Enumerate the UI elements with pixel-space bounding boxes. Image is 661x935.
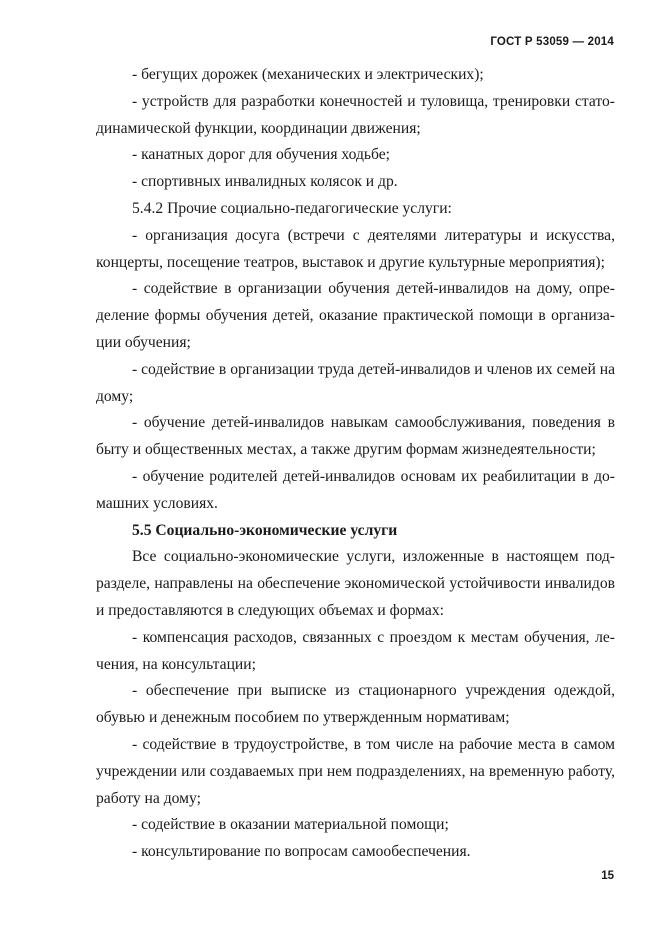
list-item: - спортивных инвалидных колясок и др. — [132, 173, 398, 191]
section-heading: 5.5 Социально-экономические услуги — [132, 521, 398, 539]
subsection-heading: 5.4.2 Прочие социально-педагогические услуги: — [132, 199, 452, 217]
list-item: - компенсация расходов, связанных с проездом к местам обучения, ле-чения, на консультации; — [96, 628, 615, 673]
list-item: - содействие в организации обучения детей-инвалидов на дому, опре-деление формы обучения детей, оказание практической помощи в организа-ции обучения; — [96, 280, 615, 351]
list-item: - обучение родителей детей-инвалидов основам их реабилитации в до-машних условиях. — [96, 467, 615, 512]
list-item: - обучение детей-инвалидов навыкам самообслуживания, поведения в быту и общественных местах, а также другим формам жизнедеятельности; — [96, 414, 615, 459]
list-item: - устройств для разработки конечностей и туловища, тренировки стато-динамической функции, координации движения; — [96, 92, 615, 137]
document-body — [96, 62, 615, 866]
list-item: - содействие в организации труда детей-инвалидов и членов их семей на дому; — [96, 360, 615, 405]
document-header: ГОСТ Р 53059 — 2014 — [490, 36, 614, 48]
list-item: - организация досуга (встречи с деятелями литературы и искусства, концерты, посещение театров, выставок и другие культурные мероприятия); — [96, 226, 615, 271]
page-number: 15 — [601, 870, 614, 882]
list-item: - обеспечение при выписке из стационарного учреждения одеждой, обувью и денежным пособием по утвержденным нормативам; — [96, 682, 615, 727]
list-item: - содействие в оказании материальной помощи; — [132, 816, 449, 834]
list-item: - канатных дорог для обучения ходьбе; — [132, 146, 390, 164]
list-item: - консультирование по вопросам самообеспечения. — [132, 843, 471, 861]
list-item: - содействие в трудоустройстве, в том числе на рабочие места в самом учреждении или создаваемых при нем подразделениях, на временную работу, работу на дому; — [96, 735, 615, 807]
list-item: - бегущих дорожек (механических и электрических); — [132, 66, 484, 83]
paragraph: Все социально-экономические услуги, изложенные в настоящем под-разделе, направлены на обеспечение экономической устойчивости инвалидов и предоставляются в следующих объемах и формах: — [96, 548, 615, 619]
